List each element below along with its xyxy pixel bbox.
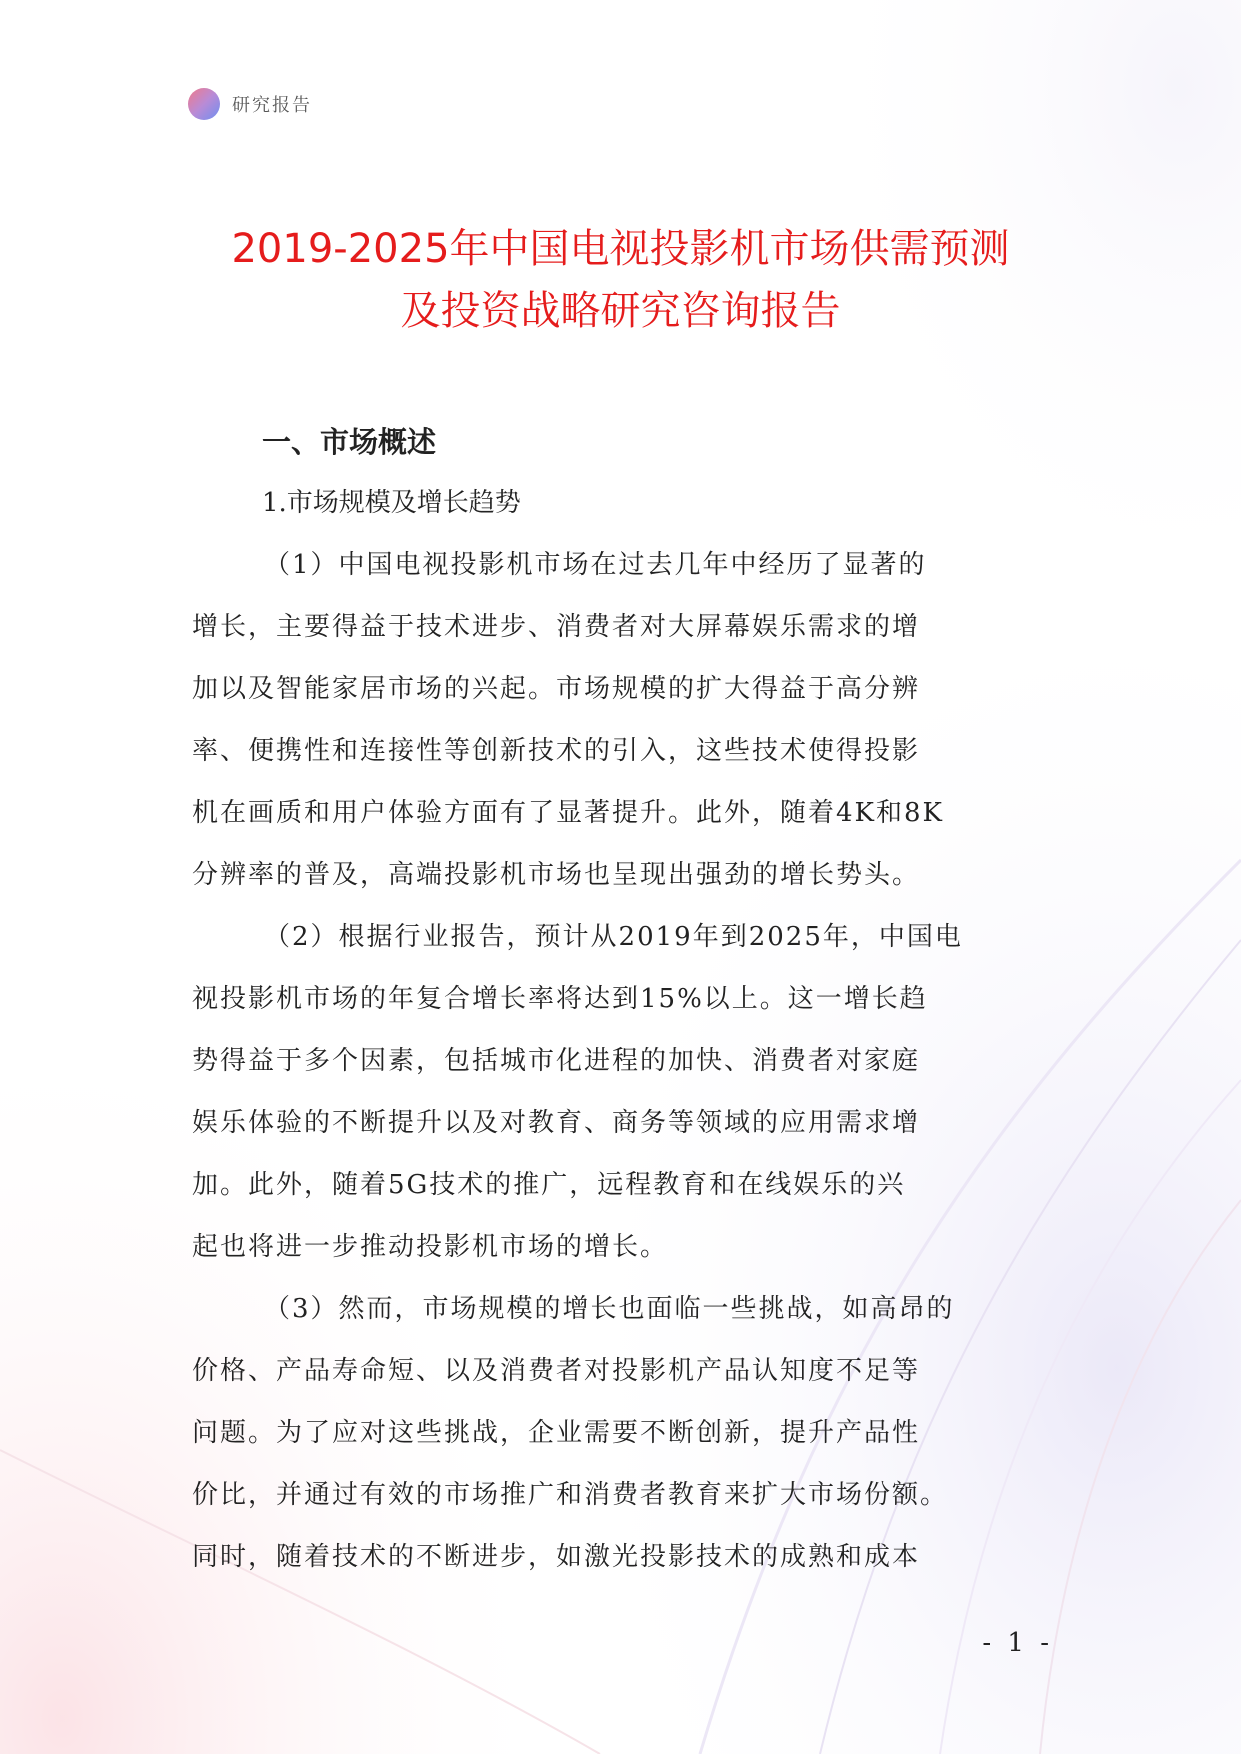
- report-title-line-1: 2019-2025年中国电视投影机市场供需预测: [231, 226, 1010, 272]
- section-heading: 一、市场概述: [262, 425, 437, 459]
- paragraph-3: [192, 1278, 1052, 1588]
- paragraph-line: 增长，主要得益于技术进步、消费者对大屏幕娱乐需求的增: [192, 612, 921, 642]
- paragraph-line: （2）根据行业报告，预计从2019年到2025年，中国电: [264, 922, 963, 952]
- paragraph-line: 机在画质和用户体验方面有了显著提升。此外，随着4K和8K: [192, 798, 944, 828]
- paragraph-line: 加以及智能家居市场的兴起。市场规模的扩大得益于高分辨: [192, 674, 921, 704]
- paragraph-line: （1）中国电视投影机市场在过去几年中经历了显著的: [264, 550, 927, 580]
- paragraph-2: [192, 906, 1052, 1278]
- paragraph-line: （3）然而，市场规模的增长也面临一些挑战，如高昂的: [264, 1294, 955, 1324]
- paragraph-line: 势得益于多个因素，包括城市化进程的加快、消费者对家庭: [192, 1046, 921, 1076]
- paragraph-line: 娱乐体验的不断提升以及对教育、商务等领域的应用需求增: [192, 1108, 921, 1138]
- paragraph-1: [192, 534, 1052, 906]
- document-body: [192, 412, 1052, 1588]
- report-title-line-2: 及投资战略研究咨询报告: [400, 288, 841, 334]
- paragraph-line: 起也将进一步推动投影机市场的增长。: [192, 1232, 669, 1262]
- paragraph-line: 价比，并通过有效的市场推广和消费者教育来扩大市场份额。: [192, 1480, 949, 1510]
- paragraph-line: 同时，随着技术的不断进步，如激光投影技术的成熟和成本: [192, 1542, 921, 1572]
- logo-icon: [188, 88, 220, 120]
- paragraph-line: 分辨率的普及，高端投影机市场也呈现出强劲的增长势头。: [192, 860, 921, 890]
- page-number: - 1 -: [982, 1628, 1053, 1658]
- paragraph-line: 问题。为了应对这些挑战，企业需要不断创新，提升产品性: [192, 1418, 921, 1448]
- subsection-heading: 1.市场规模及增长趋势: [262, 488, 521, 518]
- header-label: 研究报告: [232, 95, 312, 116]
- paragraph-line: 加。此外，随着5G技术的推广，远程教育和在线娱乐的兴: [192, 1170, 906, 1200]
- paragraph-line: 视投影机市场的年复合增长率将达到15%以上。这一增长趋: [192, 984, 928, 1014]
- page-header: [188, 88, 312, 120]
- report-title: [150, 218, 1091, 342]
- paragraph-line: 价格、产品寿命短、以及消费者对投影机产品认知度不足等: [192, 1356, 921, 1386]
- paragraph-line: 率、便携性和连接性等创新技术的引入，这些技术使得投影: [192, 736, 921, 766]
